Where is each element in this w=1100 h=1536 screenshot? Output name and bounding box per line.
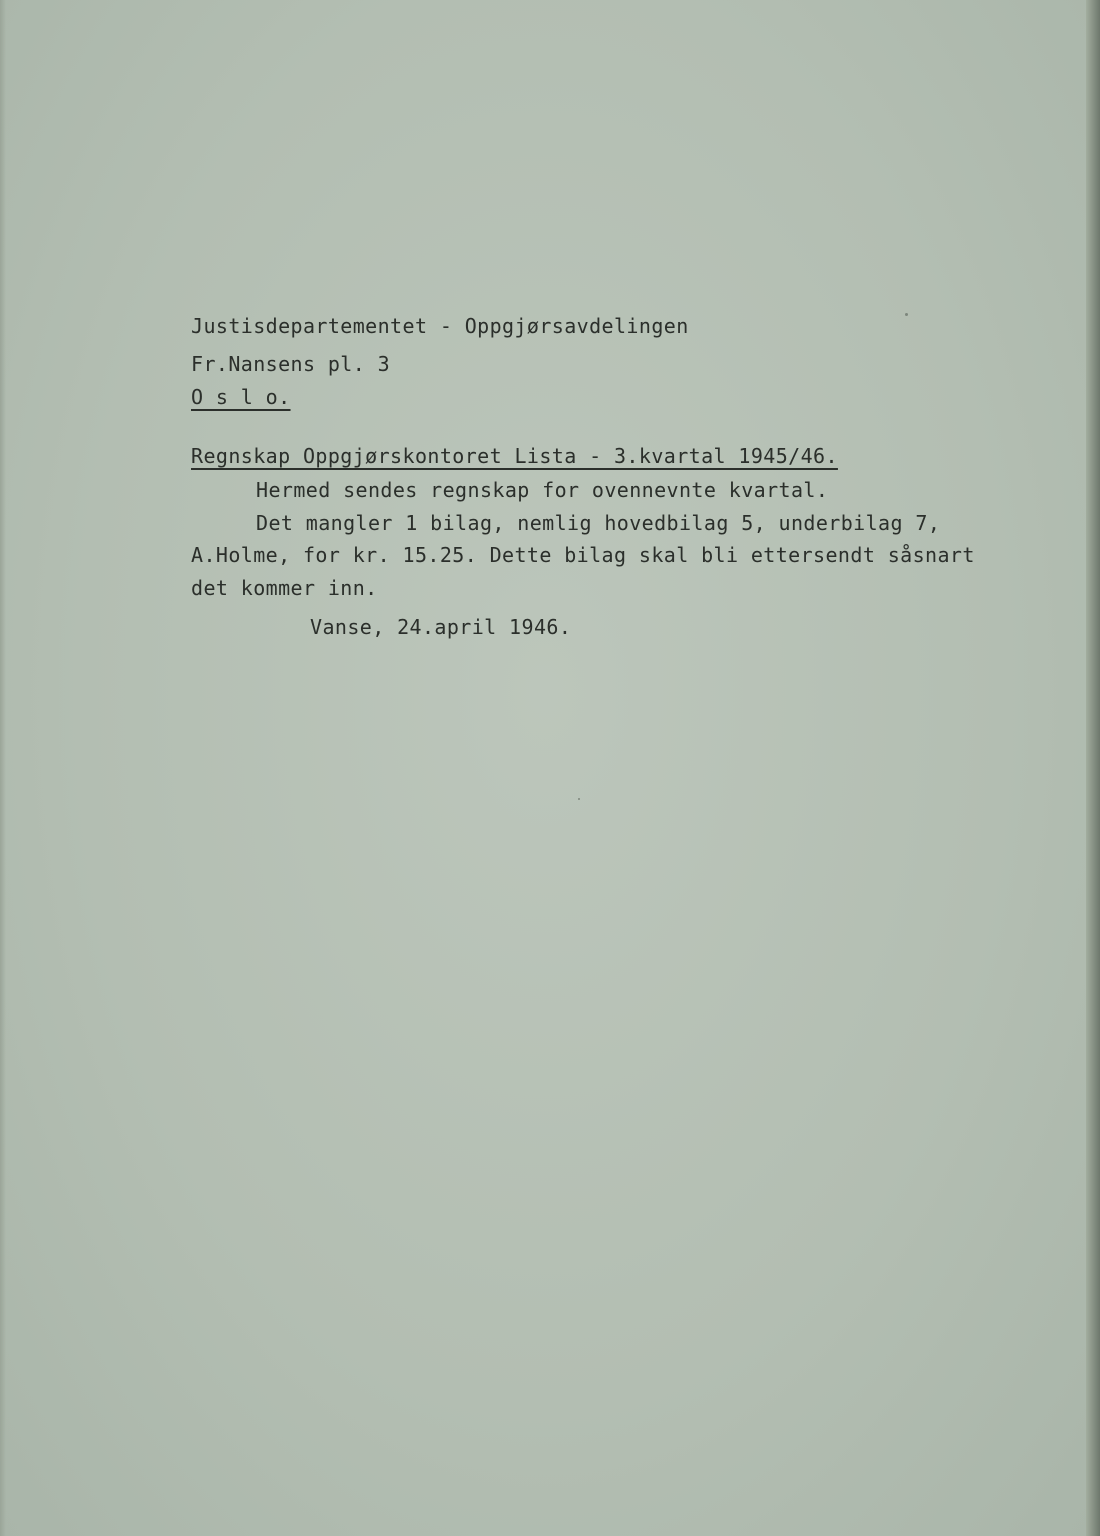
recipient-line-3: O s l o. bbox=[191, 385, 291, 409]
recipient-line-1: Justisdepartementet - Oppgjørsavdelingen bbox=[191, 314, 689, 338]
body-line-1: Hermed sendes regnskap for ovennevnte kvartal. bbox=[256, 478, 829, 502]
subject-line: Regnskap Oppgjørskontoret Lista - 3.kvartal 1945/46. bbox=[191, 444, 838, 468]
body-line-4: det kommer inn. bbox=[191, 576, 378, 600]
place-date: Vanse, 24.april 1946. bbox=[310, 615, 572, 639]
body-line-2: Det mangler 1 bilag, nemlig hovedbilag 5, underbilag 7, bbox=[256, 511, 941, 535]
body-line-3: A.Holme, for kr. 15.25. Dette bilag skal bli ettersendt såsnart bbox=[191, 543, 975, 567]
recipient-line-2: Fr.Nansens pl. 3 bbox=[191, 352, 391, 376]
paper-speck bbox=[905, 313, 908, 316]
page-right-edge bbox=[1086, 0, 1100, 1536]
paper-speck bbox=[578, 798, 580, 800]
page-left-shadow bbox=[0, 0, 6, 1536]
